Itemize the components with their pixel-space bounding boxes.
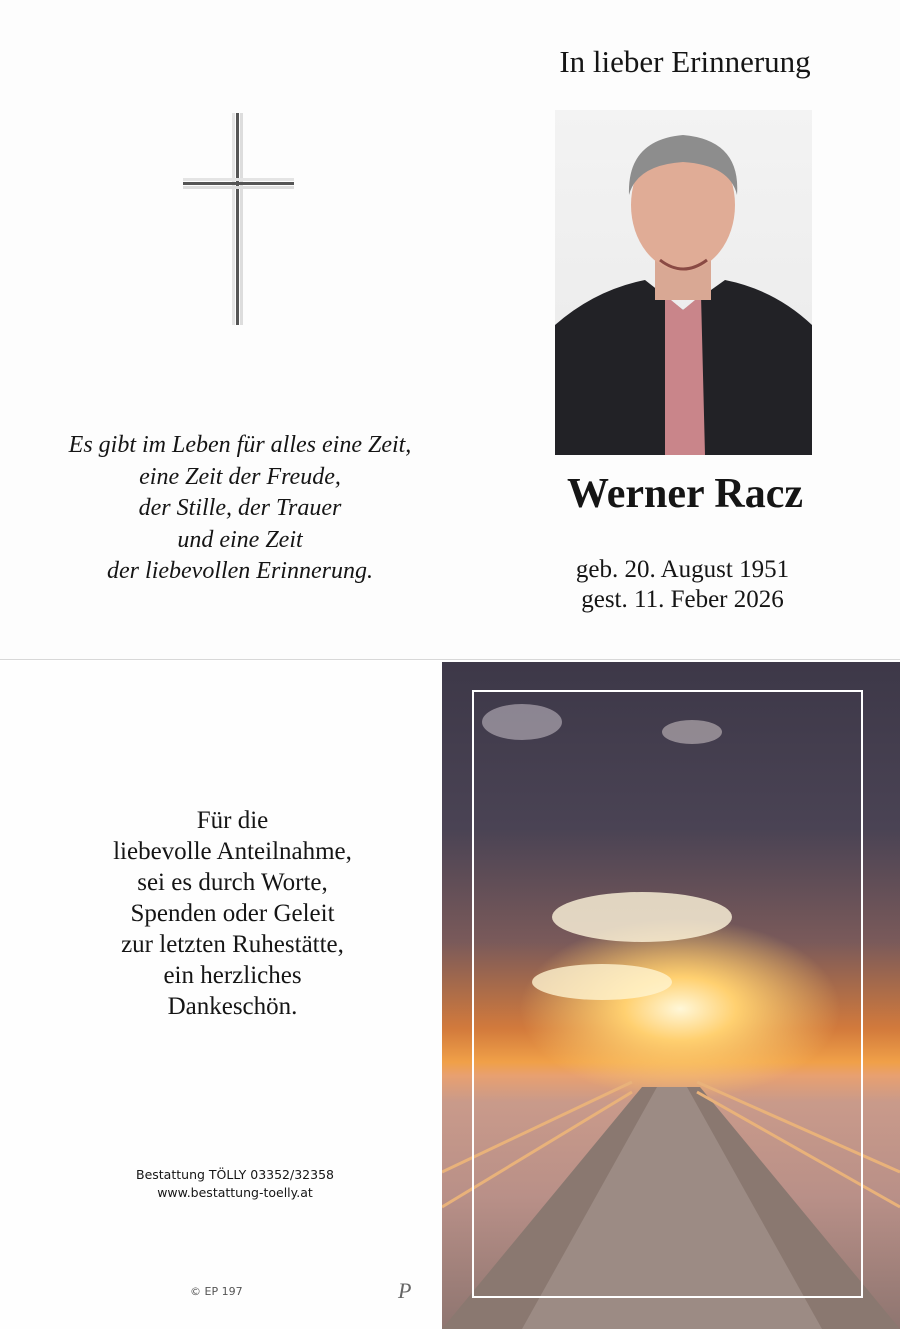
- funeral-home-info: [90, 1166, 380, 1202]
- poem-line: Es gibt im Leben für alles eine Zeit,: [68, 432, 412, 458]
- deceased-name: Werner Racz: [567, 471, 803, 517]
- funeral-home-website: www.bestattung-toelly.at: [157, 1185, 313, 1200]
- funeral-home-name: Bestattung TÖLLY 03352/32358: [136, 1167, 334, 1182]
- poem-line: eine Zeit der Freude,: [139, 463, 341, 490]
- thanks-line: Dankeschön.: [167, 993, 298, 1020]
- cross-icon-bar: [183, 182, 294, 185]
- poem-line: der Stille, der Trauer: [138, 495, 342, 521]
- death-date: gest. 11. Feber 2026: [581, 586, 784, 613]
- cross-icon: [236, 113, 239, 325]
- thanks-line: zur letzten Ruhestätte,: [121, 931, 344, 958]
- signature-mark: P: [398, 1278, 412, 1303]
- photo-frame: [472, 690, 863, 1298]
- thanks-line: Für die: [196, 807, 269, 834]
- poem: [20, 430, 460, 588]
- poem-line: und eine Zeit: [177, 526, 303, 553]
- thanks-text: [60, 805, 405, 1022]
- card-front: [0, 0, 900, 660]
- life-dates: [540, 555, 825, 615]
- print-code: © EP 197: [190, 1285, 243, 1298]
- portrait-photo: [555, 110, 812, 455]
- birth-date: geb. 20. August 1951: [575, 556, 790, 583]
- poem-line: der liebevollen Erinnerung.: [107, 558, 373, 584]
- thanks-line: liebevolle Anteilnahme,: [113, 838, 352, 865]
- thanks-line: ein herzliches: [163, 962, 302, 989]
- thanks-line: sei es durch Worte,: [137, 869, 328, 896]
- thanks-line: Spenden oder Geleit: [130, 900, 335, 927]
- card-title: In lieber Erinnerung: [559, 44, 811, 79]
